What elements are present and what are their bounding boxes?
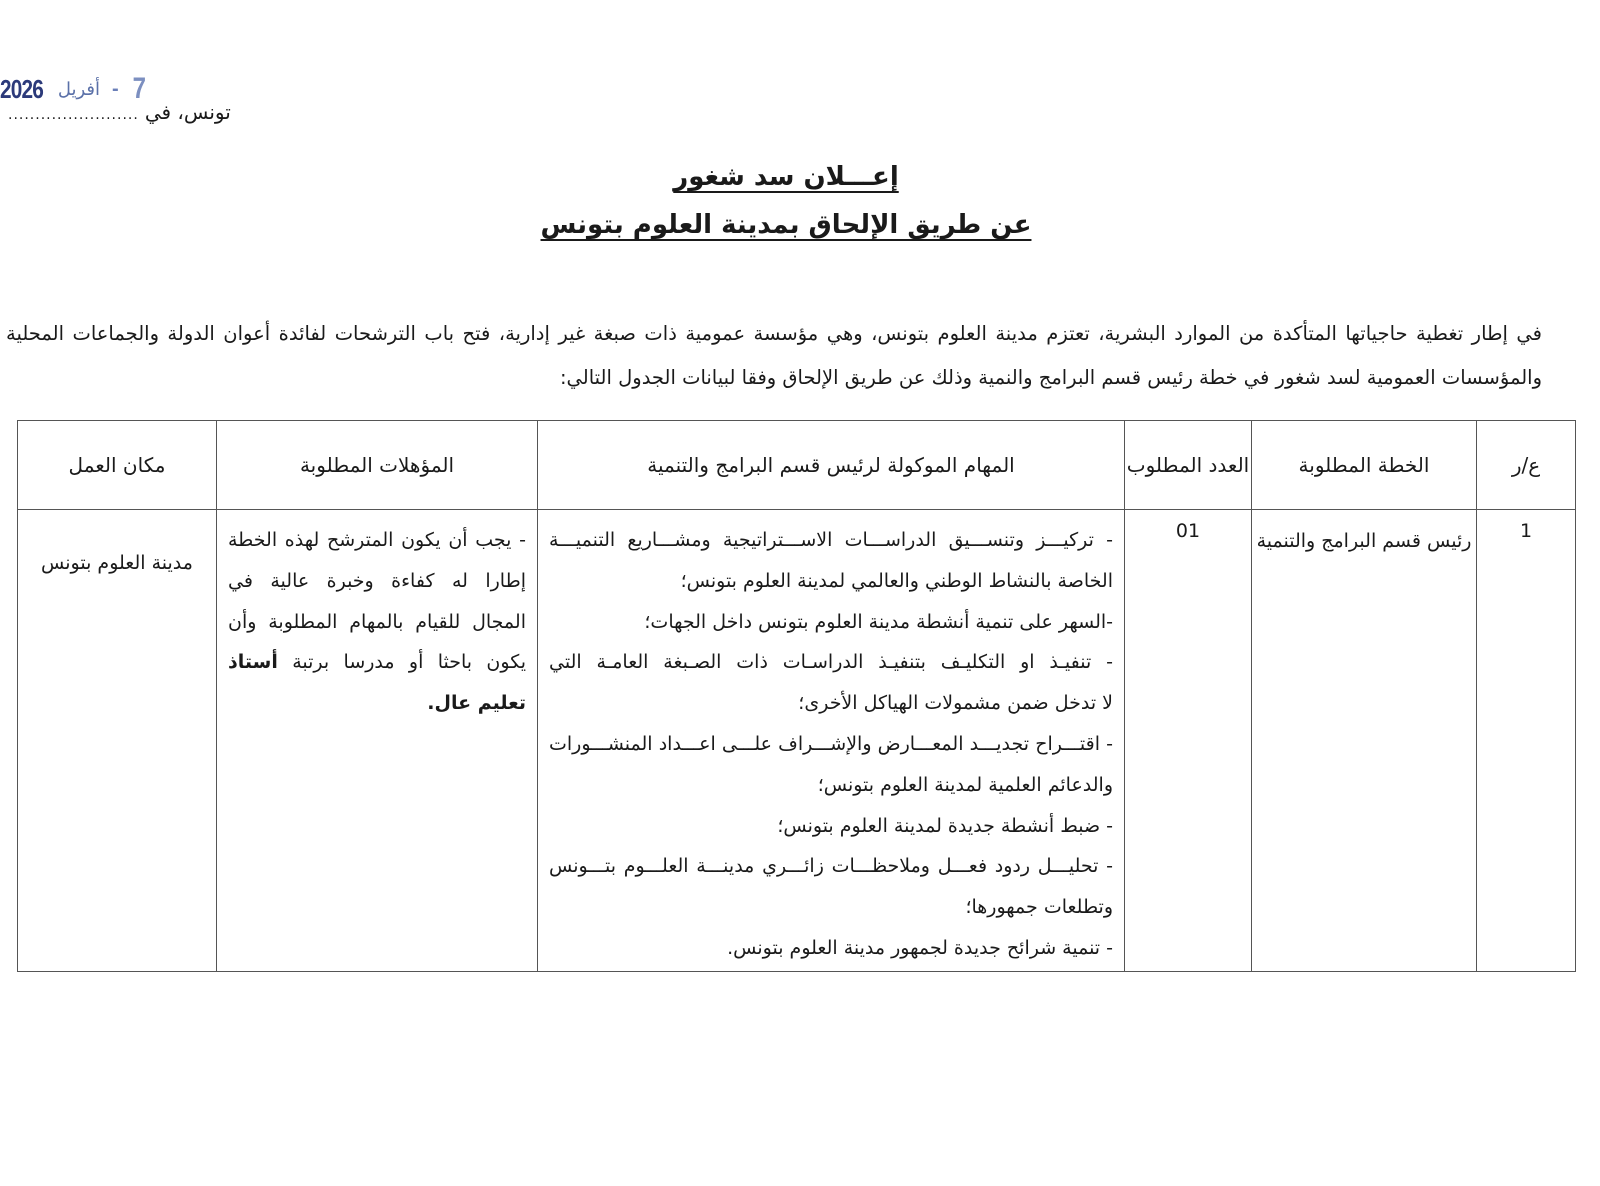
cell-count: 01 (1125, 510, 1252, 972)
cell-plan: رئيس قسم البرامج والتنمية (1252, 510, 1477, 972)
cell-num: 1 (1477, 510, 1576, 972)
header-num: ع/ر (1477, 421, 1576, 510)
stamp-year: 2026 (0, 73, 44, 104)
table-row (18, 510, 1576, 972)
qualifications-plain: - يجب أن يكون المترشح لهذه الخطة إطارا له كفاءة وخبرة عالية في المجال للقيام بالمهام المطلوبة وأن يكون باحثا أو مدرسا برتبة (228, 529, 526, 674)
announcement-subtitle (0, 210, 1572, 240)
task-line: - تحليـــل ردود فعـــل وملاحظـــات زائـــري مدينـــة العلـــوم بتـــونس (549, 855, 1113, 878)
table-header-row (18, 421, 1576, 510)
vacancy-table (17, 420, 1576, 972)
task-line: - تنمية شرائح جديدة لجمهور مدينة العلوم بتونس. (727, 936, 1113, 959)
intro-paragraph: في إطار تغطية حاجياتها المتأكدة من الموارد البشرية، تعتزم مدينة العلوم بتونس، وهي مؤسسة عمومية ذات صبغة غير إدارية، فتح باب الترشحات لفائدة أعوان الدولة والجماعات المحلية والمؤسسات العمومية لسد شغور في خطة رئيس قسم البرامج والنمية وذلك عن طريق الإلحاق وفقا لبيانات الجدول التالي: (6, 322, 1542, 389)
stamp-separator: - (112, 77, 119, 100)
title-line-2: عن طريق الإلحاق بمدينة العلوم بتونس (540, 210, 1032, 240)
date-dots: ........................ (8, 107, 139, 123)
place-date-line (8, 100, 231, 124)
cell-tasks (538, 510, 1125, 972)
work-place: مدينة العلوم بتونس (41, 552, 193, 574)
task-line: - تركيـــز وتنســـيق الدراســـات الاســـتراتيجية ومشـــاريع التنميـــة (549, 529, 1113, 551)
header-qualifications: المؤهلات المطلوبة (217, 421, 538, 510)
header-place: مكان العمل (18, 421, 217, 510)
task-line: -السهر على تنمية أنشطة مدينة العلوم بتونس داخل الجهات؛ (644, 610, 1113, 633)
task-line: الخاصة بالنشاط الوطني والعالمي لمدينة العلوم بتونس؛ (680, 569, 1113, 592)
cell-qualifications (217, 510, 538, 972)
task-line: - تنفيـذ او التكليـف بتنفيـذ الدراسـات ذات الصـبغة العامـة التي (549, 651, 1113, 674)
task-line: والدعائم العلمية لمدينة العلوم بتونس؛ (817, 773, 1113, 796)
task-line: لا تدخل ضمن مشمولات الهياكل الأخرى؛ (798, 692, 1113, 715)
qualifications-text (218, 520, 536, 724)
stamp-month: أفريل (57, 78, 101, 99)
announcement-title (0, 162, 1572, 192)
cell-place (18, 510, 217, 972)
task-line: وتطلعات جمهورها؛ (965, 896, 1113, 919)
header-tasks: المهام الموكولة لرئيس قسم البرامج والتنمية (538, 421, 1125, 510)
task-line: - ضبط أنشطة جديدة لمدينة العلوم بتونس؛ (777, 814, 1113, 837)
qualifications-rank: أستاذ تعليم عال. (228, 651, 526, 715)
title-line-1: إعـــلان سد شغور (673, 162, 899, 192)
header-count: العدد المطلوب (1125, 421, 1252, 510)
task-line: - اقتـــراح تجديـــد المعـــارض والإشـــراف علـــى اعـــداد المنشـــورات (549, 732, 1113, 755)
header-plan: الخطة المطلوبة (1252, 421, 1477, 510)
stamp-day: 7 (132, 72, 146, 105)
place-label: تونس، في (144, 100, 231, 124)
